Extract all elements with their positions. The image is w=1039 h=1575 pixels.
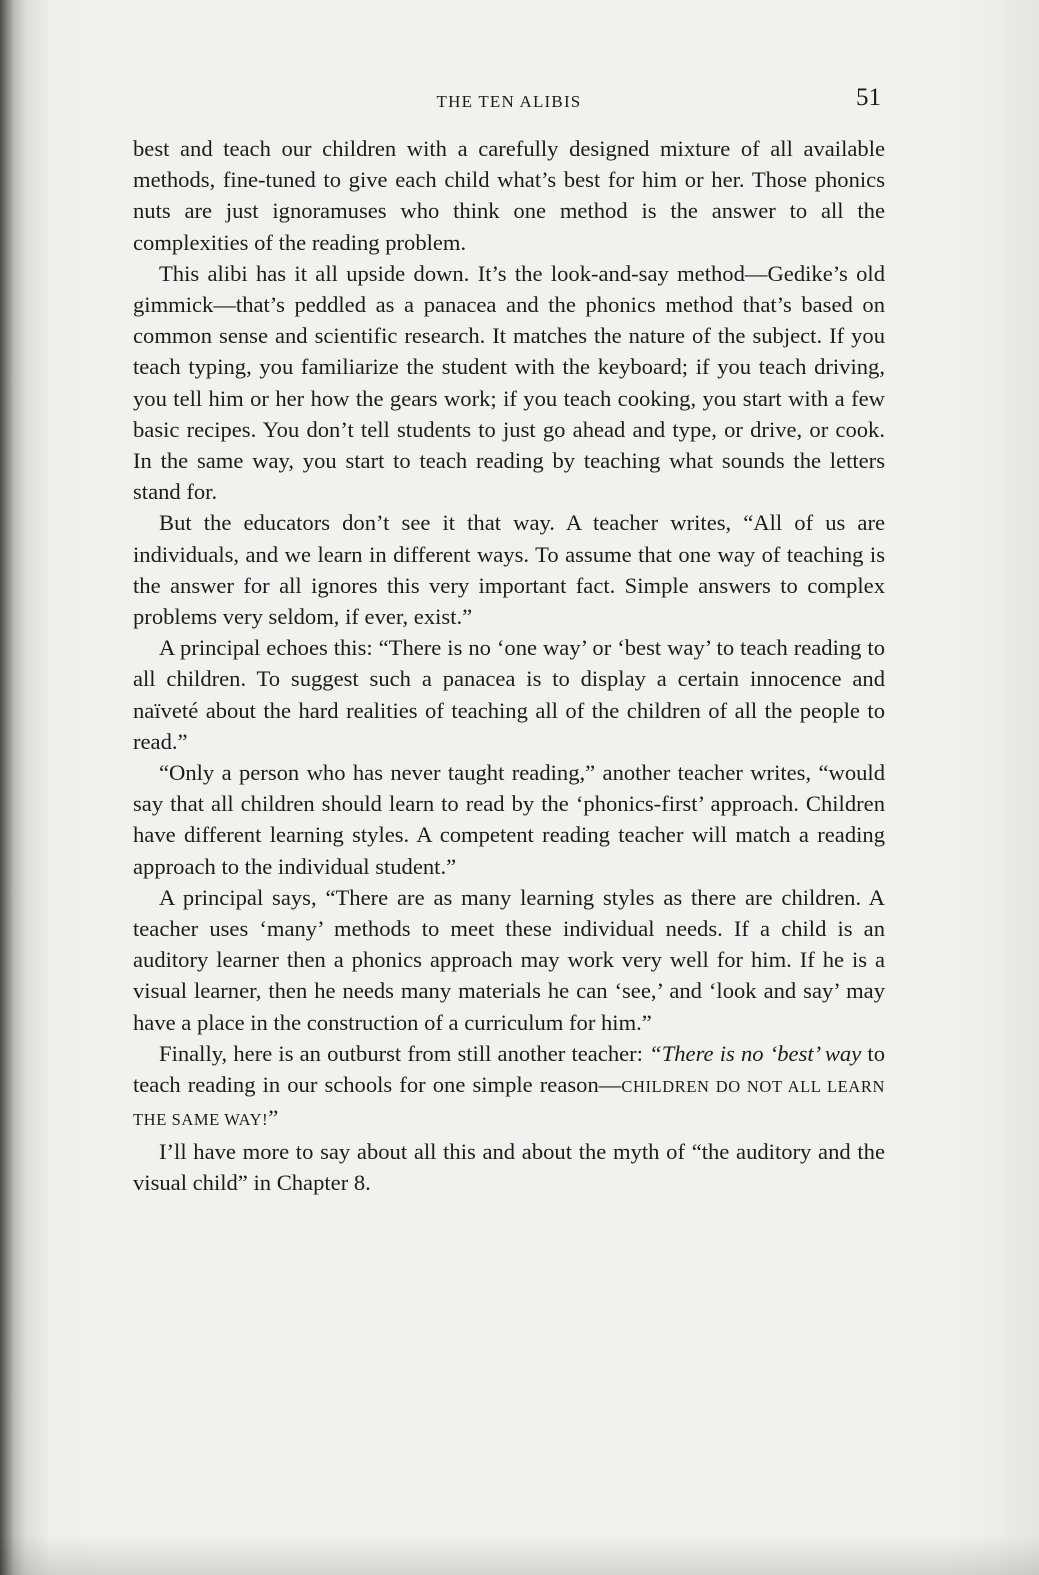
paragraph-phonics-first: “Only a person who has never taught reading,” another teacher writes, “would say that all children should learn to read by the ‘phonics-first’ approach. Children have different learning styles. A competent reading teacher will match a reading approach to the individual student.” <box>133 760 885 879</box>
paragraph-learning-styles: A principal says, “There are as many learning styles as there are children. A teacher uses ‘many’ methods to meet these individual needs. If a child is an auditory learner then a phonics approach may work very well for him. If he is a visual learner, then he needs many materials he can ‘see,’ and ‘look and say’ may have a place in the construction of a curriculum for him.” <box>133 884 885 1035</box>
paragraph-continuation: best and teach our children with a carefully designed mixture of all available methods, fine-tuned to give each child what’s best for him or her. Those phonics nuts are just ignoramuses who think one method is the answer to all the complexities of the reading problem. <box>133 136 885 255</box>
outburst-italic: “There is no ‘best’ way <box>649 1040 862 1066</box>
outburst-small-caps: CHILDREN DO NOT ALL LEARN THE SAME WAY! <box>133 1077 885 1130</box>
paragraph-closing: I’ll have more to say about all this and about the myth of “the auditory and the visual child” in Chapter 8. <box>133 1138 885 1195</box>
paragraph-alibi-upside-down: This alibi has it all upside down. It’s the look-and-say method—Gedike’s old gimmick—that’s peddled as a panacea and the phonics method that’s based on common sense and scientific research. It matches the nature of the subject. If you teach typing, you familiarize the student with the keyboard; if you teach driving, you tell him or her how the gears work; if you teach cooking, you start with a few basic recipes. You don’t tell students to just go ahead and type, or drive, or cook. In the same way, you start to teach reading by teaching what sounds the letters stand for. <box>133 260 885 505</box>
paragraph-principal-echo: A principal echoes this: “There is no ‘one way’ or ‘best way’ to teach reading to all children. To suggest such a panacea is to display a certain innocence and naïveté about the hard realities of teaching all of the children of all the people to read.” <box>133 635 885 754</box>
page-number: 51 <box>856 84 881 111</box>
body-text <box>133 133 885 1198</box>
outburst-middle: to teach reading in our schools for one simple reason— <box>133 1040 885 1098</box>
paragraph-teacher-quote: But the educators don’t see it that way. A teacher writes, “All of us are individuals, and we learn in different ways. To assume that one way of teaching is the answer for all ignores this very important fact. Simple answers to complex problems very seldom, if ever, exist.” <box>133 510 885 630</box>
running-head <box>133 84 885 124</box>
running-title: THE TEN ALIBIS <box>436 92 582 111</box>
outburst-lead: Finally, here is an outburst from still another teacher: <box>159 1040 650 1066</box>
paragraph-final-outburst <box>133 1038 885 1136</box>
outburst-end: ” <box>268 1105 279 1131</box>
